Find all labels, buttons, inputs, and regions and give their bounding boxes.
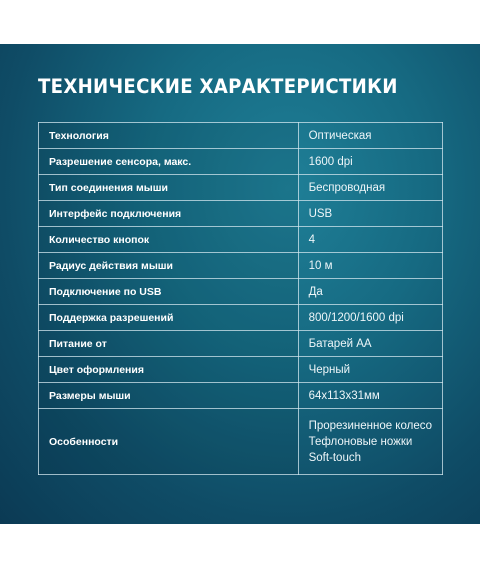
spec-table [38,122,443,475]
spec-label: Количество кнопок [39,227,299,253]
table-row [39,201,443,227]
spec-value: 10 м [298,253,442,279]
table-row [39,253,443,279]
spec-value: Да [298,279,442,305]
spec-label: Цвет оформления [39,357,299,383]
spec-value: 1600 dpi [298,149,442,175]
table-row [39,175,443,201]
spec-value: 64x113x31мм [298,383,442,409]
spec-label: Разрешение сенсора, макс. [39,149,299,175]
spec-value: 4 [298,227,442,253]
features-values [298,409,442,475]
table-row [39,227,443,253]
spec-label: Технология [39,123,299,149]
spec-label: Особенности [39,409,299,475]
spec-value: Беспроводная [298,175,442,201]
table-row [39,357,443,383]
spec-value: USB [298,201,442,227]
table-row [39,383,443,409]
feature-item: Прорезиненное колесо [308,419,432,432]
table-row [39,123,443,149]
spec-label: Питание от [39,331,299,357]
feature-item: Тефлоновые ножки [308,435,413,448]
spec-value: 800/1200/1600 dpi [298,305,442,331]
spec-value: Оптическая [298,123,442,149]
spec-value: Черный [298,357,442,383]
spec-label: Тип соединения мыши [39,175,299,201]
feature-item: Soft-touch [308,451,361,464]
spec-label: Поддержка разрешений [39,305,299,331]
table-row [39,279,443,305]
spec-label: Радиус действия мыши [39,253,299,279]
spec-panel [0,44,480,524]
spec-value: Батарей AA [298,331,442,357]
table-row [39,305,443,331]
page-title: ТЕХНИЧЕСКИЕ ХАРАКТЕРИСТИКИ [38,75,398,98]
table-row [39,149,443,175]
spec-label: Размеры мыши [39,383,299,409]
table-row [39,331,443,357]
spec-label: Подключение по USB [39,279,299,305]
table-row-features [39,409,443,475]
spec-label: Интерфейс подключения [39,201,299,227]
